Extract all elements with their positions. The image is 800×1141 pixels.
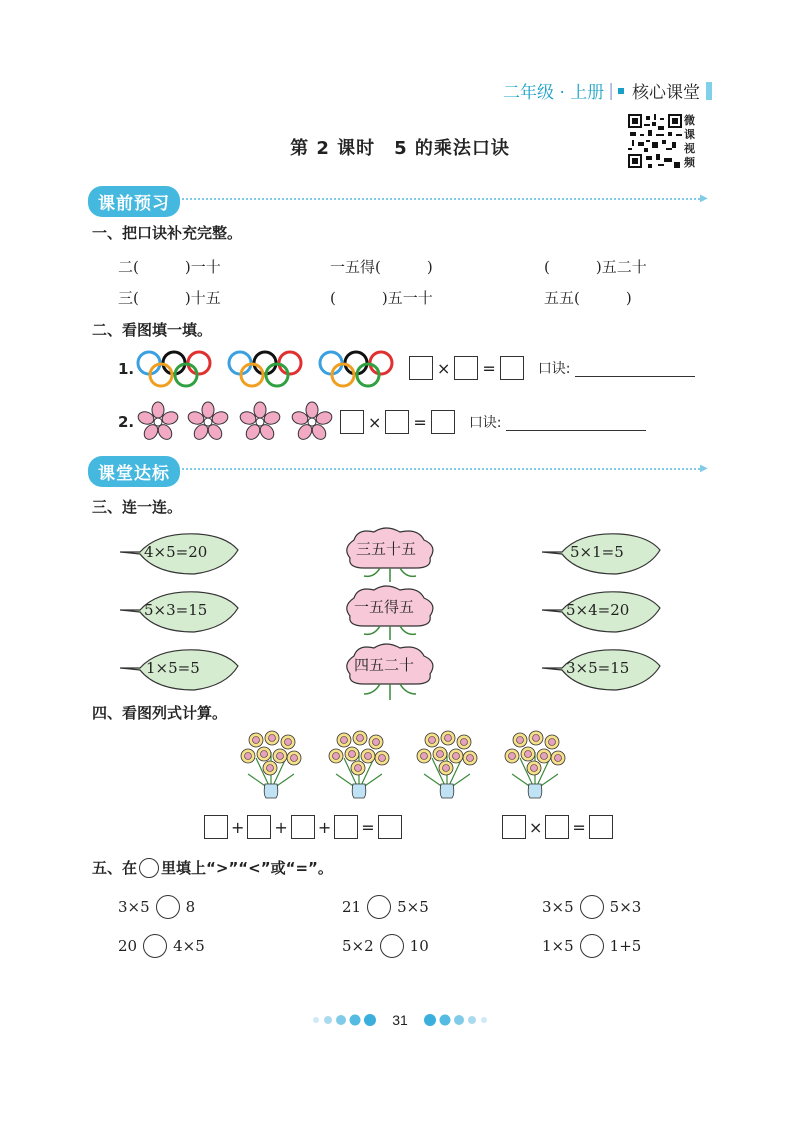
compare-circle[interactable] [367, 895, 391, 919]
answer-box[interactable] [502, 815, 526, 839]
q2-title: 二、看图填一填。 [92, 321, 213, 339]
leaf-item[interactable]: 5×3=15 [118, 588, 240, 634]
item2-equation: × = 口诀: [340, 410, 646, 434]
answer-box[interactable] [500, 356, 524, 380]
cloud-item[interactable]: 一五得五 [340, 584, 440, 640]
answer-box[interactable] [291, 815, 315, 839]
item1-number: 1. [118, 360, 135, 378]
grade-label: 二年级 · 上册 [503, 83, 605, 103]
q1-r2-c: 五五( ) [544, 289, 632, 307]
koujue-label: 口诀: [537, 361, 571, 377]
multiplication-equation: × = [502, 815, 613, 839]
compare-circle[interactable] [143, 934, 167, 958]
compare-item: 5×2 10 [342, 934, 429, 958]
q4-title: 四、看图列式计算。 [92, 704, 228, 722]
olympic-rings-icon [136, 348, 406, 390]
leaf-item[interactable]: 4×5=20 [118, 530, 240, 576]
section-class: 课堂达标 [88, 456, 180, 487]
compare-circle[interactable] [580, 895, 604, 919]
compare-circle[interactable] [156, 895, 180, 919]
page-number: 31 [392, 1012, 408, 1028]
arrow-icon: ▶ [700, 193, 708, 204]
compare-item: 21 5×5 [342, 895, 429, 919]
compare-item: 3×5 8 [118, 895, 195, 919]
cloud-item[interactable]: 四五二十 [340, 642, 440, 700]
answer-box[interactable] [247, 815, 271, 839]
addition-equation: + + + = [204, 815, 402, 839]
answer-box[interactable] [378, 815, 402, 839]
divider [182, 468, 704, 470]
leaf-item[interactable]: 5×1=5 [540, 530, 662, 576]
qr-code-icon[interactable] [628, 114, 682, 168]
divider [182, 198, 704, 200]
page-title: 第 2 课时 5 的乘法口诀 [290, 138, 510, 159]
q5-title: 五、在 里填上“>”“<”或“=”。 [92, 859, 333, 877]
compare-item: 1×5 1+5 [542, 934, 641, 958]
answer-box[interactable] [454, 356, 478, 380]
item2-number: 2. [118, 413, 135, 431]
flower-vase-group-icon [236, 728, 586, 800]
leaf-item[interactable]: 1×5=5 [118, 646, 240, 692]
leaf-item[interactable]: 5×4=20 [540, 588, 662, 634]
answer-box[interactable] [340, 410, 364, 434]
compare-circle[interactable] [580, 934, 604, 958]
header-tag: 二年级 · 上册 | 核心课堂 [503, 78, 712, 103]
compare-item: 3×5 5×3 [542, 895, 641, 919]
cloud-item[interactable]: 三五十五 [340, 526, 440, 582]
compare-item: 20 4×5 [118, 934, 205, 958]
q1-r2-b: ( )五一十 [330, 289, 433, 307]
leaf-item[interactable]: 3×5=15 [540, 646, 662, 692]
answer-box[interactable] [204, 815, 228, 839]
answer-box[interactable] [431, 410, 455, 434]
answer-box[interactable] [385, 410, 409, 434]
answer-box[interactable] [545, 815, 569, 839]
q1-r1-c: ( )五二十 [544, 258, 647, 276]
dots-decoration-icon [310, 1012, 490, 1028]
q1-title: 一、把口诀补充完整。 [92, 224, 243, 242]
koujue-answer-line[interactable] [575, 360, 695, 377]
q1-r1-b: 一五得( ) [330, 258, 433, 276]
answer-box[interactable] [334, 815, 358, 839]
q1-r2-a: 三( )十五 [118, 289, 221, 307]
header-bar [706, 82, 712, 100]
section-preview: 课前预习 [88, 186, 180, 217]
answer-box[interactable] [409, 356, 433, 380]
q3-title: 三、连一连。 [92, 498, 183, 516]
qr-label: 微课视频 [684, 114, 695, 169]
koujue-answer-line[interactable] [506, 414, 646, 431]
item1-equation: × = 口诀: [409, 356, 695, 380]
compare-circle[interactable] [380, 934, 404, 958]
circle-icon [139, 858, 159, 878]
core-label: 核心课堂 [632, 83, 700, 103]
arrow-icon: ▶ [700, 463, 708, 474]
page-footer [0, 1012, 800, 1028]
flower-group-icon [136, 400, 336, 444]
koujue-label: 口诀: [468, 415, 502, 431]
answer-box[interactable] [589, 815, 613, 839]
q1-r1-a: 二( )一十 [118, 258, 221, 276]
